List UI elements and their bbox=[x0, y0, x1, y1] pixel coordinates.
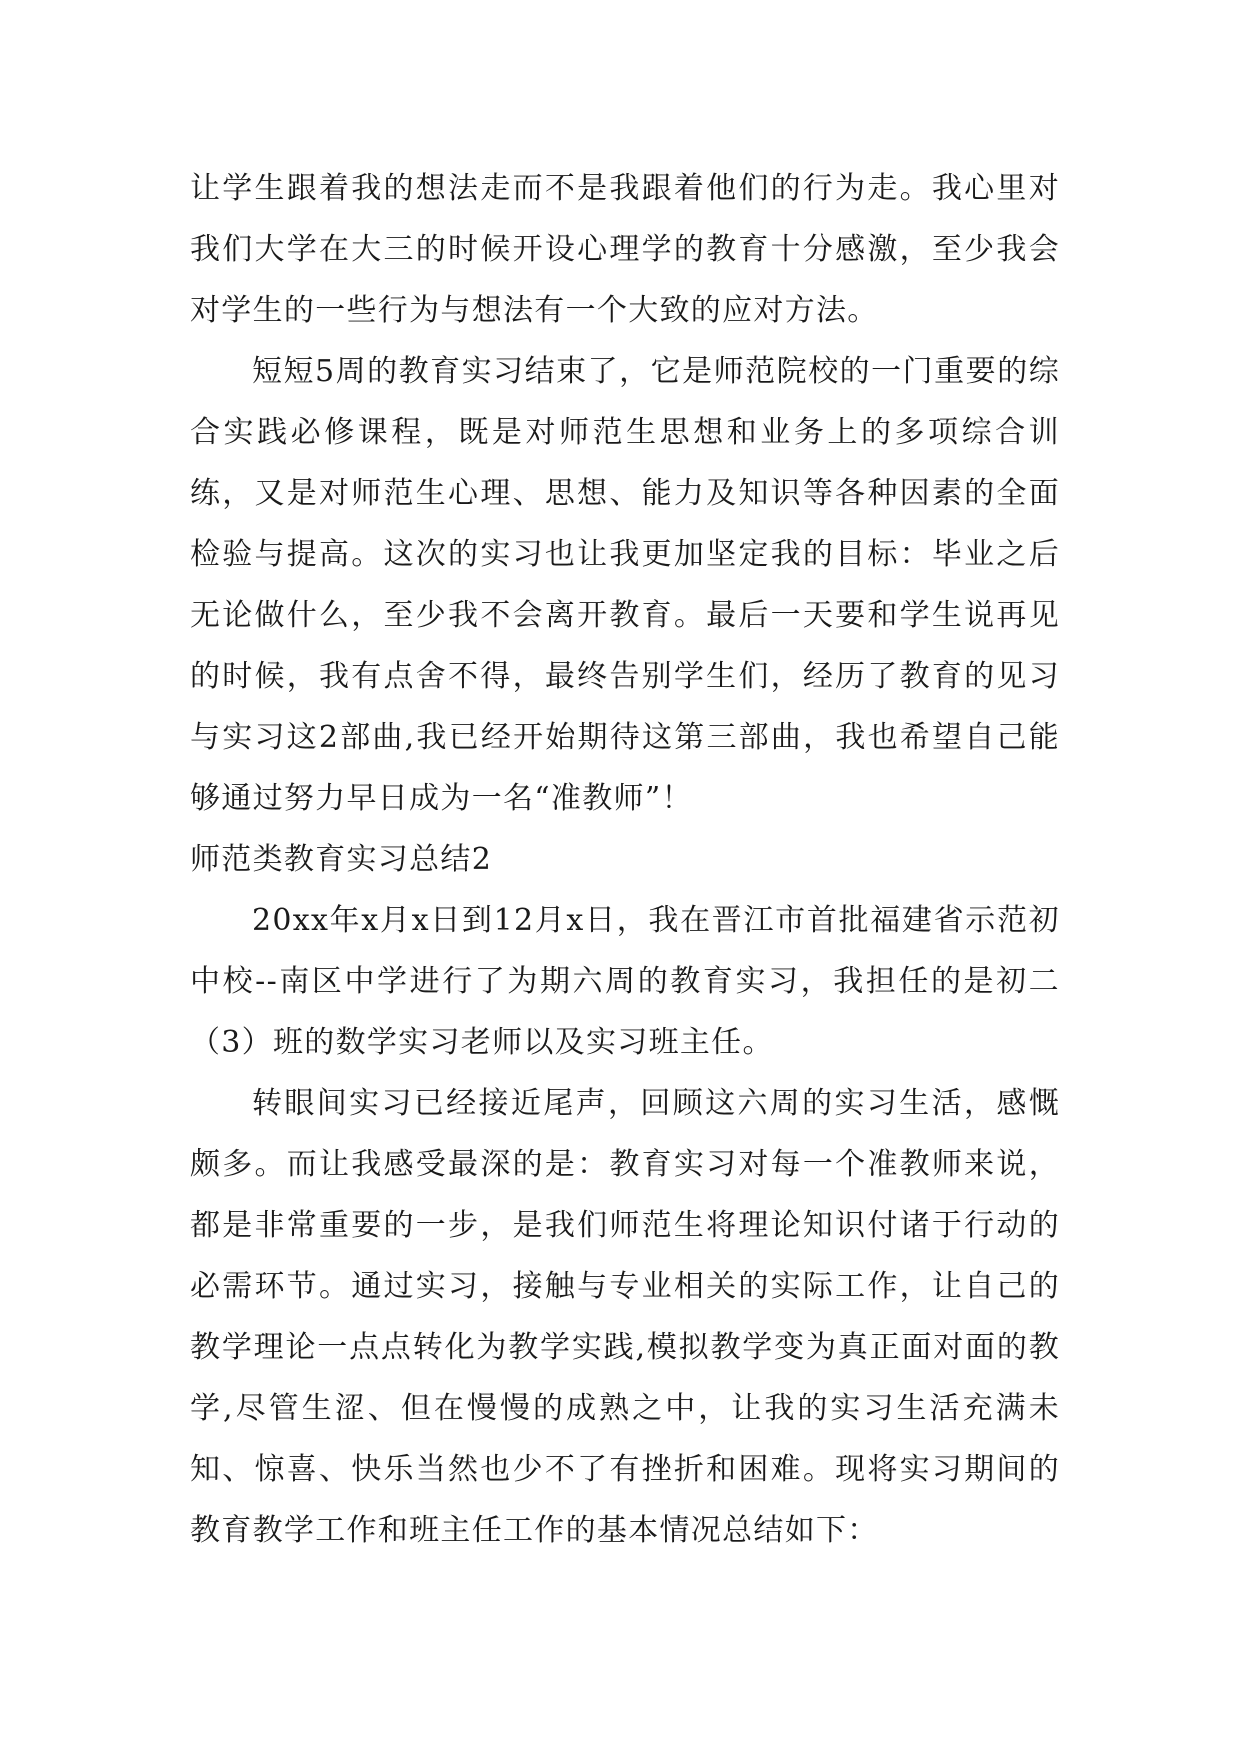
paragraph-reflection: 转眼间实习已经接近尾声，回顾这六周的实习生活，感慨颇多。而让我感受最深的是：教育实习对每一个准教师来说，都是非常重要的一步，是我们师范生将理论知识付诸于行动的必需环节。通过实习，接触与专业相关的实际工作，让自己的教学理论一点点转化为教学实践,模拟教学变为真正面对面的教学,尽管生涩、但在慢慢的成熟之中，让我的实习生活充满未知、惊喜、快乐当然也少不了有挫折和困难。现将实习期间的教育教学工作和班主任工作的基本情况总结如下： bbox=[190, 1086, 1060, 1548]
paragraph-continued: 让学生跟着我的想法走而不是我跟着他们的行为走。我心里对我们大学在大三的时候开设心理学的教育十分感激，至少我会对学生的一些行为与想法有一个大致的应对方法。 bbox=[190, 171, 1060, 328]
document-body bbox=[190, 158, 1060, 1561]
section-heading: 师范类教育实习总结2 bbox=[190, 842, 493, 877]
paragraph-internship-dates: 20xx年x月x日到12月x日，我在晋江市首批福建省示范初中校--南区中学进行了为期六周的教育实习，我担任的是初二（3）班的数学实习老师以及实习班主任。 bbox=[190, 903, 1060, 1060]
paragraph-internship-end: 短短5周的教育实习结束了，它是师范院校的一门重要的综合实践必修课程，既是对师范生思想和业务上的多项综合训练，又是对师范生心理、思想、能力及知识等各种因素的全面检验与提高。这次的实习也让我更加坚定我的目标：毕业之后无论做什么，至少我不会离开教育。最后一天要和学生说再见的时候，我有点舍不得，最终告别学生们，经历了教育的见习与实习这2部曲,我已经开始期待这第三部曲，我也希望自己能够通过努力早日成为一名“准教师”！ bbox=[190, 354, 1060, 816]
